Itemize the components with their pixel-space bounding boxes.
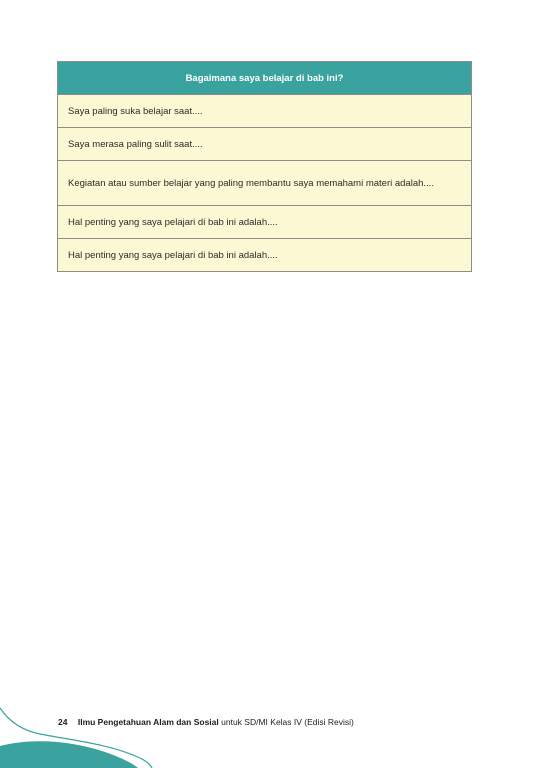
table-row (58, 128, 472, 161)
table-cell: Saya merasa paling sulit saat.... (58, 128, 472, 161)
table-row (58, 239, 472, 272)
table-cell: Hal penting yang saya pelajari di bab ini adalah.... (58, 239, 472, 272)
reflection-table (57, 61, 472, 272)
table-row (58, 206, 472, 239)
table-header-row (58, 62, 472, 95)
table-cell: Hal penting yang saya pelajari di bab ini adalah.... (58, 206, 472, 239)
decorative-wave (0, 700, 200, 768)
book-title: Ilmu Pengetahuan Alam dan Sosial (77, 717, 219, 727)
wave-fill (0, 741, 138, 768)
book-subtitle: untuk SD/MI Kelas IV (Edisi Revisi) (221, 717, 354, 727)
table-row (58, 161, 472, 206)
table-row (58, 95, 472, 128)
table-header: Bagaimana saya belajar di bab ini? (58, 62, 472, 95)
table-cell: Saya paling suka belajar saat.... (58, 95, 472, 128)
page-number: 24 (58, 717, 68, 727)
table-cell: Kegiatan atau sumber belajar yang paling membantu saya memahami materi adalah.... (58, 161, 472, 206)
